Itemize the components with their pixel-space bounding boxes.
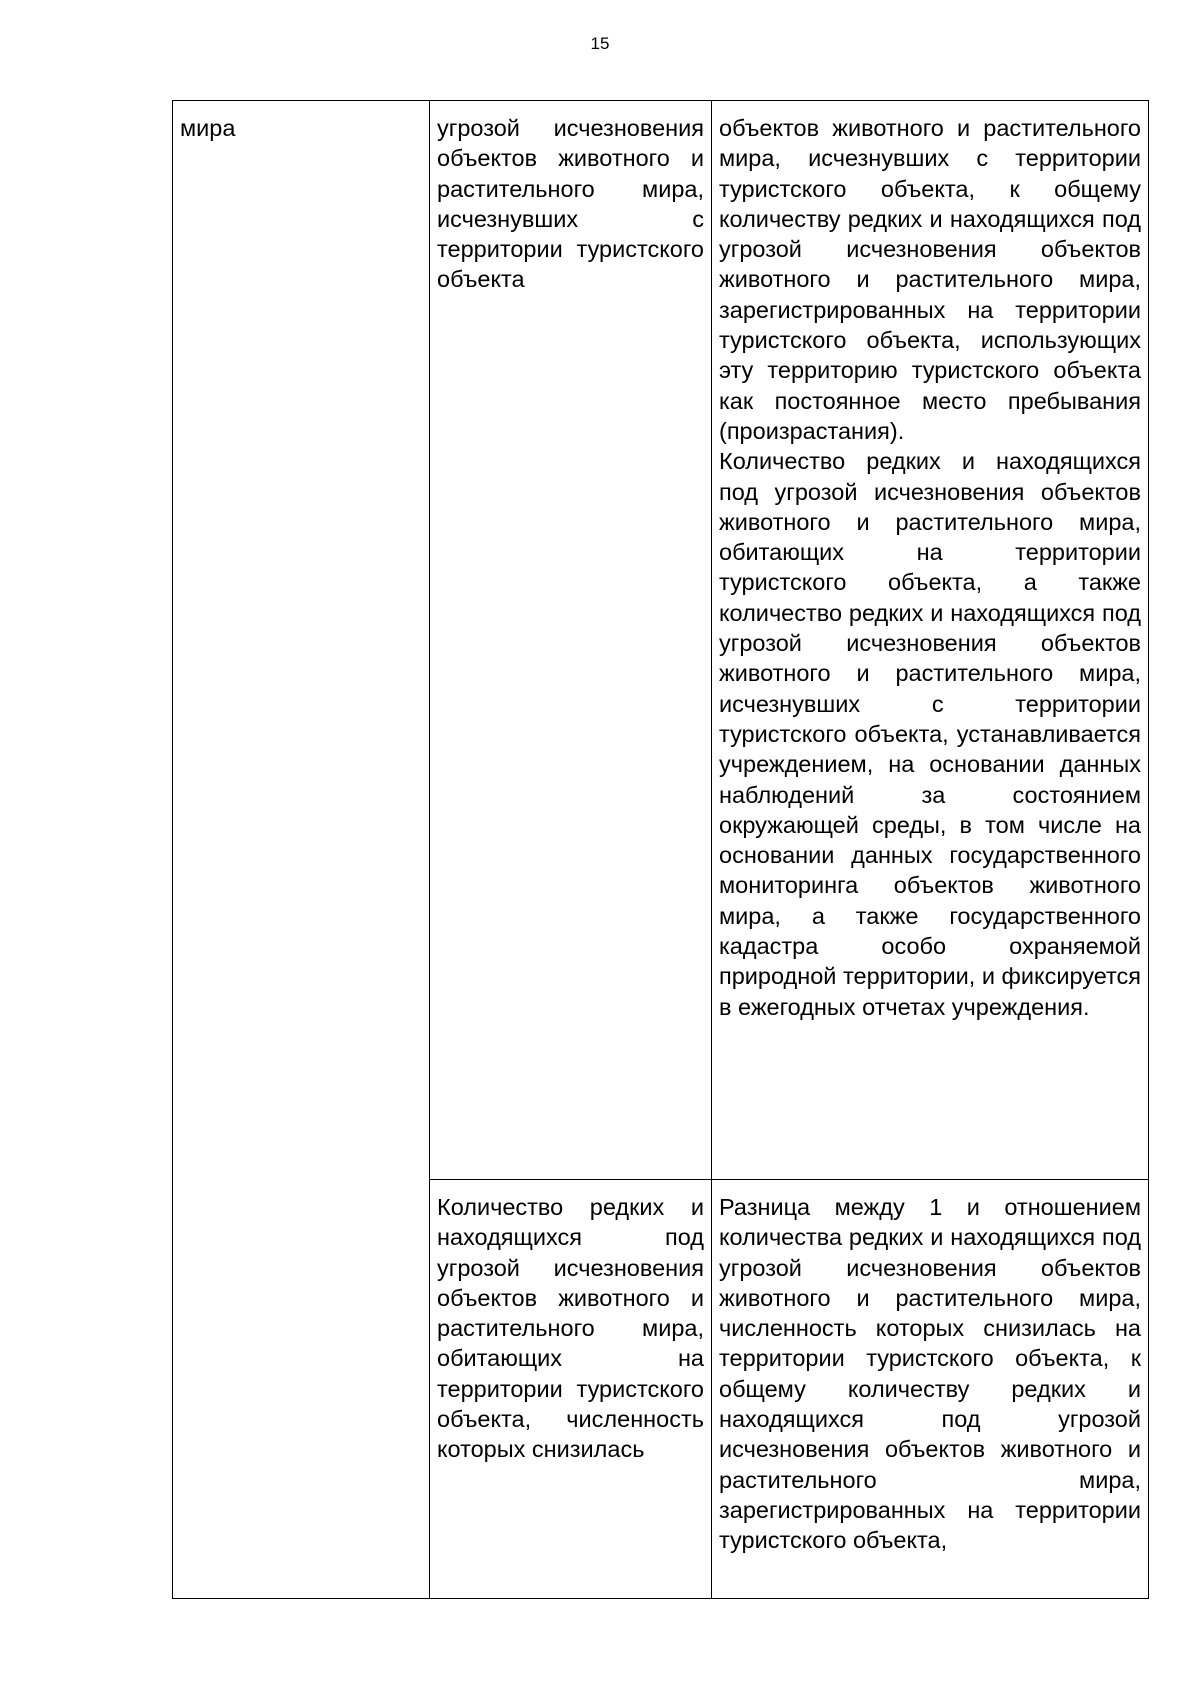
indicator-table: [172, 100, 1149, 1599]
category-text: мира: [180, 115, 236, 141]
table-cell-method: [712, 101, 1149, 1180]
table-cell-method: [712, 1180, 1149, 1599]
table-cell-category: [173, 101, 430, 1599]
method-paragraph: Количество редких и находящихся под угрозой исчезновения объектов животного и растительного мира, обитающих на территории туристского объекта, а также количество редких и находящихся под угрозой исчезновения объектов животного и растительного мира, исчезнувших с территории туристского объекта, устанавливается учреждением, на основании данных наблюдений за состоянием окружающей среды, в том числе на основании данных государственного мониторинга объектов животного мира, а также государственного кадастра особо охраняемой природной территории, и фиксируется в ежегодных отчетах учреждения.: [719, 448, 1141, 1020]
indicator-text: Количество редких и находящихся под угрозой исчезновения объектов животного и растительного мира, обитающих на территории туристского объекта, численность которых снизилась: [437, 1194, 704, 1463]
indicator-text: угрозой исчезновения объектов животного и растительного мира, исчезнувших с территории туристского объекта: [437, 115, 704, 293]
method-paragraph: Разница между 1 и отношением количества редких и находящихся под угрозой исчезновения объектов животного и растительного мира, численность которых снизилась на территории туристского объекта, к общему количеству редких и находящихся под угрозой исчезновения объектов животного и растительного мира, зарегистрированных на территории туристского объекта,: [719, 1194, 1141, 1554]
table-row: [173, 101, 1149, 1180]
page-number: 15: [590, 34, 610, 53]
table-cell-indicator: [430, 101, 712, 1180]
table-cell-indicator: [430, 1180, 712, 1599]
method-paragraph: объектов животного и растительного мира, исчезнувших с территории туристского объекта, к общему количеству редких и находящихся под угрозой исчезновения объектов животного и растительного мира, зарегистрированных на территории туристского объекта, использующих эту территорию туристского объекта как постоянное место пребывания (произрастания).: [719, 115, 1141, 444]
